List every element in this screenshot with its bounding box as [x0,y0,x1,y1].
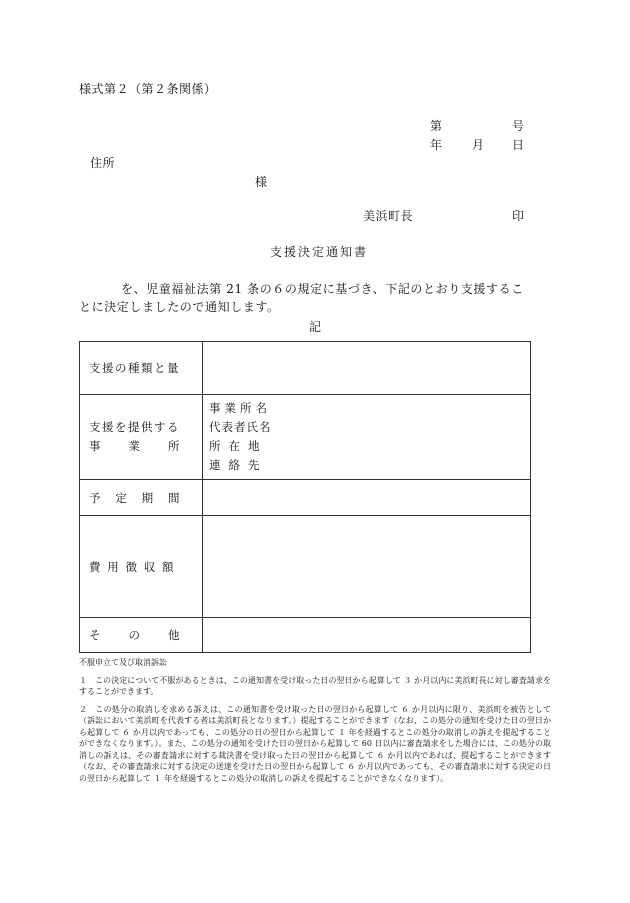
provider-field-representative: 代表者氏名 [209,420,272,434]
number-prefix: 第 [430,119,443,133]
period-label: 予 定 期 間 [80,480,203,516]
provider-field-address: 所在地 [209,439,268,453]
issuer-title: 美浜町長 [363,209,414,223]
provider-field-contact: 連絡先 [209,458,268,472]
number-suffix: 号 [512,119,525,133]
notes-heading: 不服申立て及び取消訴訟 [79,658,167,667]
fee-label: 費 用 徴 収 額 [80,516,203,618]
address-label: 住所 [90,156,116,170]
ki-mark: 記 [309,320,322,334]
notes-item-2: ２ この処分の取消しを求める訴えは、この通知書を受け取った日の翌日から起算して ６ か月以内に限り、美浜町を被告として（訴訟において美浜町を代表する者は美浜町長となります。）提起することができます（なお、この処分の通知を受けた日の翌日から起算して ６ か月以内であっても、この処分の日の翌日から起算して １ 年を経過するとこの処分の取消しの訴えを提起することができなくなります。）。また、この処分の通知を受けた日の翌日から起算して 60 日以内に審査請求をした場合には、この処分の取消しの訴えは、その審査請求に対する裁決書を受け取った日の翌日から起算して ６ か月以内であれば、提起することができます（なお、その審査請求に対する決定の送達を受けた日の翌日から起算して ６ か月以内であっても、その審査請求に対する決定の日の翌日から起算して １ 年を経過するとこの処分の取消しの訴えを提起することができなくなります）。 [79,704,551,783]
date-year: 年 [430,138,443,152]
other-value [203,618,531,653]
fee-value [203,516,531,618]
decision-table [79,341,531,653]
support-type-label: 支援の種類と量 [80,342,203,395]
body-line-2: とに決定しましたので通知します。 [79,300,280,314]
table-row-provider [80,395,531,480]
provider-fields [203,395,531,480]
provider-field-name: 事業所名 [209,401,271,415]
body-line-1: を、児童福祉法第 21 条の６の規定に基づき、下記のとおり支援するこ [121,282,524,296]
table-row-support-type [80,342,531,395]
period-value [203,480,531,516]
document-title: 支援決定通知書 [270,245,369,259]
date-month: 月 [472,138,485,152]
table-row-fee [80,516,531,618]
notes-item-1: １ この決定について不服があるときは、この通知書を受け取った日の翌日から起算して ３ か月以内に美浜町長に対し審査請求をすることができます。 [79,675,551,696]
seal-mark: 印 [512,209,525,223]
form-label: 様式第２（第２条関係） [79,82,217,96]
provider-label: 支援を提供する 事 業 所 [80,395,203,480]
honorific: 様 [255,175,268,189]
table-row-other [80,618,531,653]
appeal-notes [79,657,551,784]
table-row-period [80,480,531,516]
support-type-value [203,342,531,395]
date-day: 日 [512,138,525,152]
other-label: そ の 他 [80,618,203,653]
